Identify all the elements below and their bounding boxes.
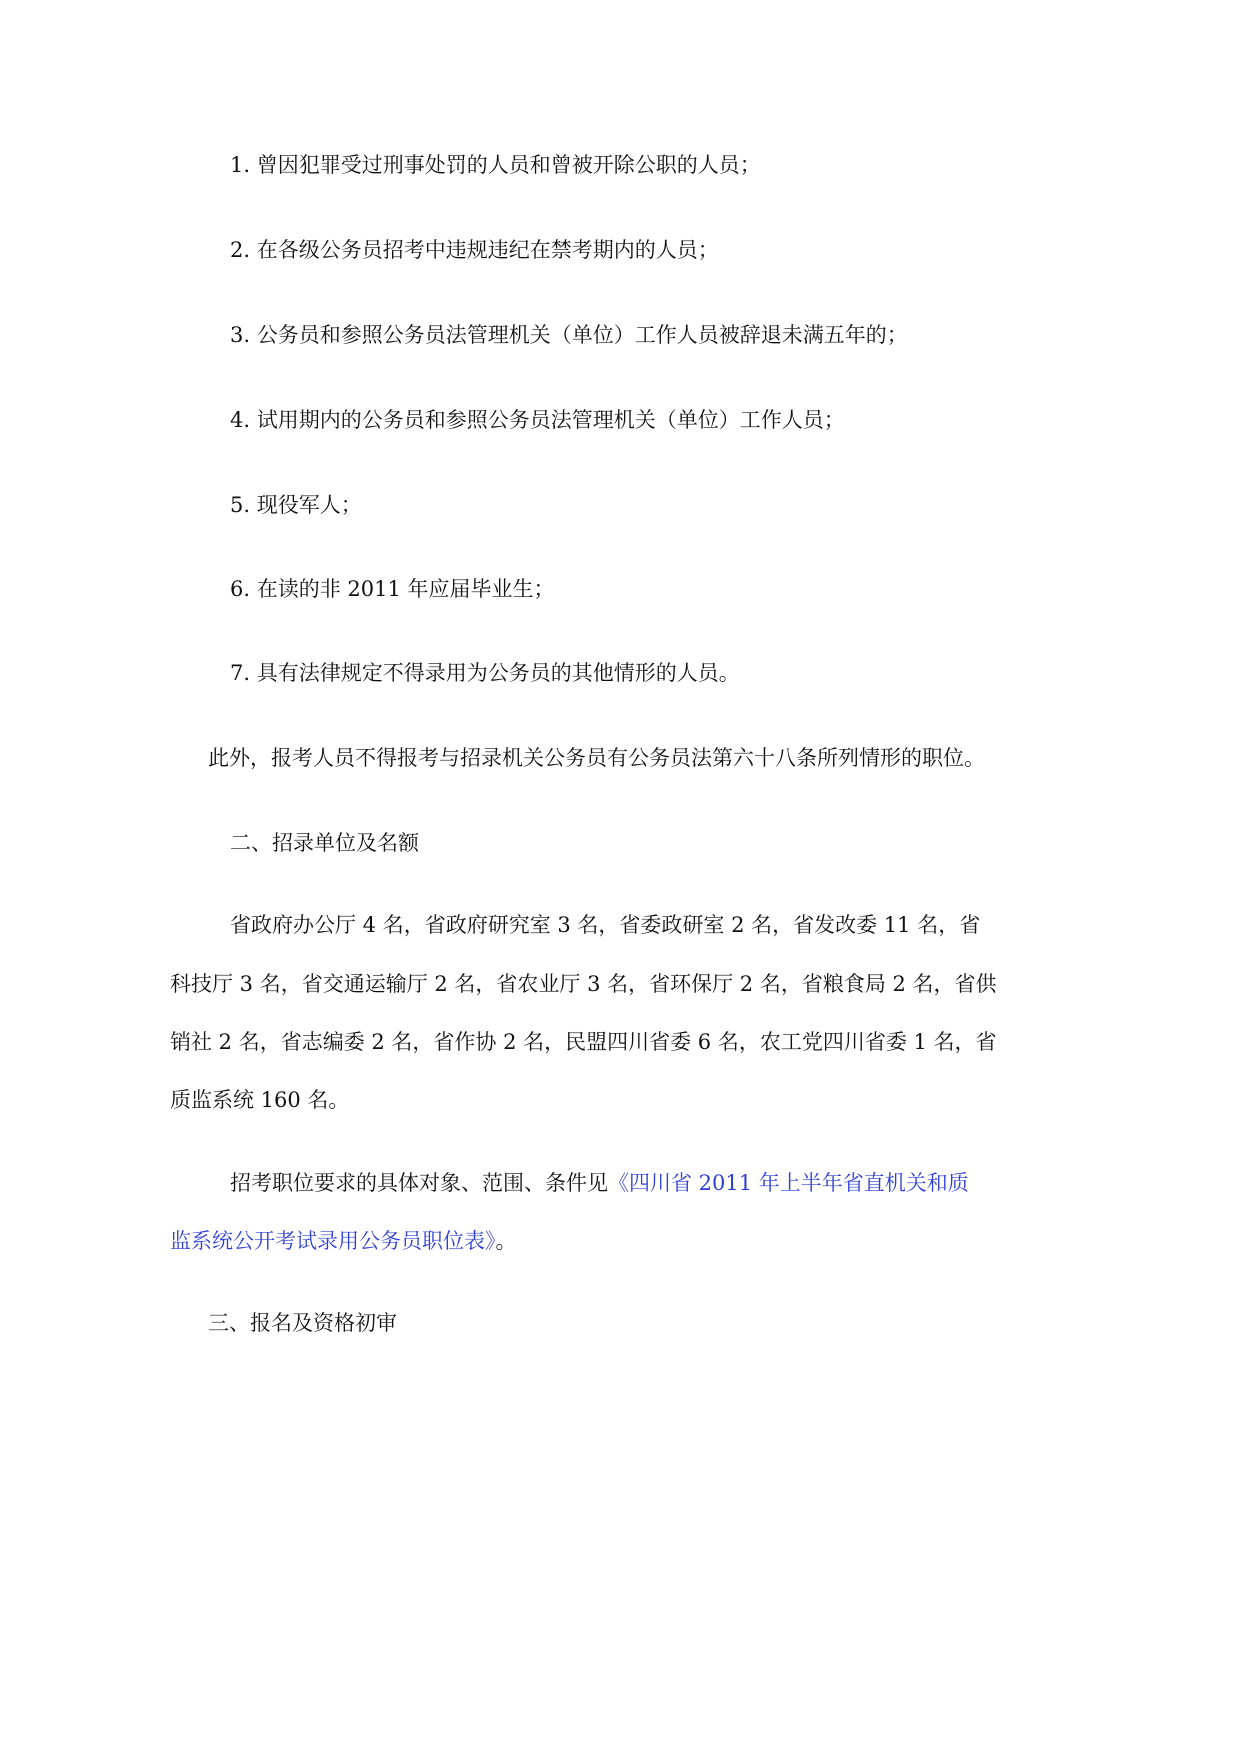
section-heading-2: 二、招录单位及名额 (230, 831, 419, 855)
list-item: 2. 在各级公务员招考中违规违纪在禁考期内的人员； (230, 238, 719, 262)
list-item: 7. 具有法律规定不得录用为公务员的其他情形的人员。 (230, 661, 740, 685)
list-item: 6. 在读的非 2011 年应届毕业生； (230, 577, 555, 601)
list-item: 5. 现役军人； (230, 493, 362, 517)
quota-line: 科技厅 3 名，省交通运输厅 2 名，省农业厅 3 名，省环保厅 2 名，省粮食局 2 名，省供 (170, 972, 997, 996)
list-item: 3. 公务员和参照公务员法管理机关（单位）工作人员被辞退未满五年的； (230, 323, 908, 347)
quota-line: 销社 2 名，省志编委 2 名，省作协 2 名，民盟四川省委 6 名，农工党四川省委 1 名，省 (170, 1030, 997, 1054)
positions-table-link-continued[interactable]: 监系统公开考试录用公务员职位表》 (170, 1229, 496, 1253)
positions-prefix: 招考职位要求的具体对象、范围、条件见 (230, 1171, 608, 1195)
note-paragraph: 此外，报考人员不得报考与招录机关公务员有公务员法第六十八条所列情形的职位。 (208, 746, 985, 770)
positions-table-link[interactable]: 《四川省 2011 年上半年省直机关和质 (608, 1171, 969, 1195)
quota-line: 质监系统 160 名。 (170, 1088, 350, 1112)
positions-paragraph-continued (170, 1226, 517, 1256)
list-item: 4. 试用期内的公务员和参照公务员法管理机关（单位）工作人员； (230, 408, 845, 432)
positions-paragraph (230, 1168, 969, 1198)
quota-line: 省政府办公厅 4 名，省政府研究室 3 名，省委政研室 2 名，省发改委 11 名，省 (230, 913, 981, 937)
section-heading-3: 三、报名及资格初审 (208, 1311, 397, 1335)
list-item: 1. 曾因犯罪受过刑事处罚的人员和曾被开除公职的人员； (230, 153, 761, 177)
positions-suffix: 。 (495, 1229, 517, 1253)
